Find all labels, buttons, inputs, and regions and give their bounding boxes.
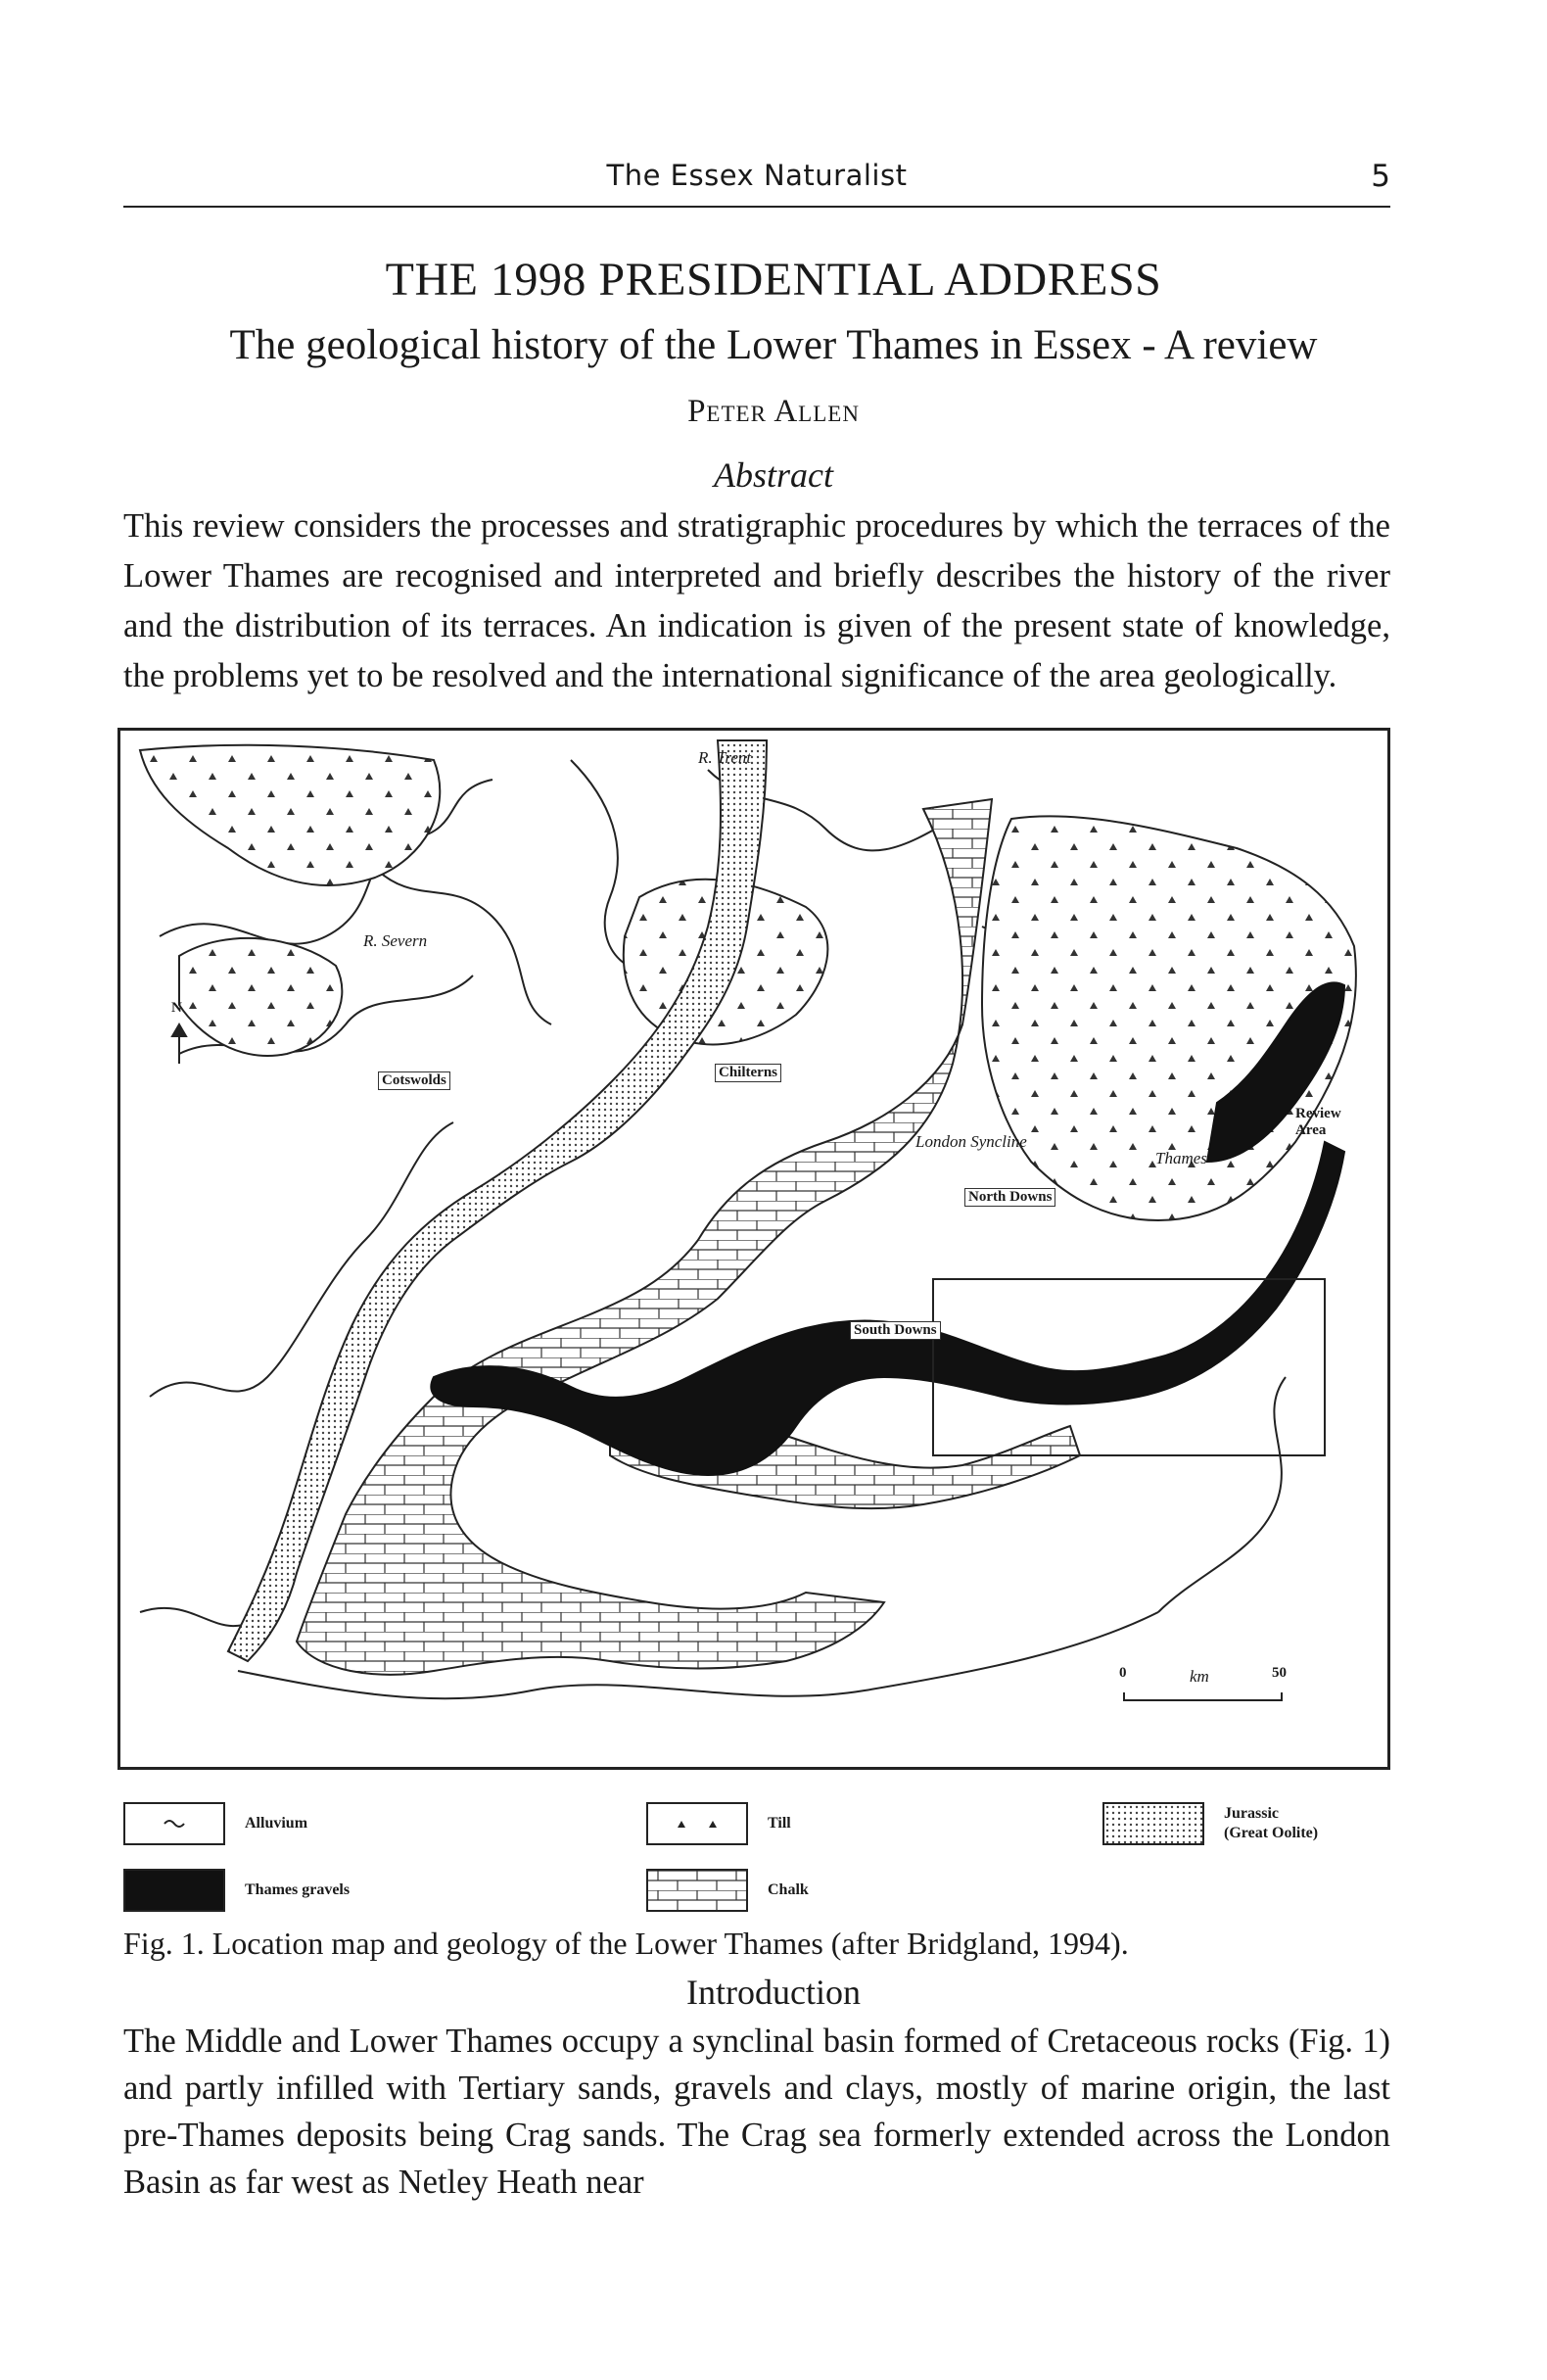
scale-start: 0	[1119, 1665, 1127, 1681]
geology-map	[117, 728, 1390, 1770]
map-drawing	[120, 731, 1387, 1767]
article-subtitle: The geological history of the Lower Thames in Essex - A review	[229, 322, 1318, 368]
legend-label: Chalk	[768, 1881, 809, 1898]
legend-thames-gravels	[123, 1869, 350, 1912]
scale-bar	[1124, 1692, 1282, 1700]
chalk-swatch	[646, 1869, 748, 1912]
till-area-west	[179, 938, 342, 1056]
alluvium-swatch	[123, 1802, 225, 1845]
north-arrow-icon	[172, 1024, 186, 1064]
cotswolds-label: Cotswolds	[378, 1071, 450, 1090]
article-title: THE 1998 PRESIDENTIAL ADDRESS	[385, 254, 1162, 306]
figure-caption: Fig. 1. Location map and geology of the Lower Thames (after Bridgland, 1994).	[123, 1926, 1129, 1961]
legend-chalk	[646, 1869, 809, 1912]
introduction-text: The Middle and Lower Thames occupy a synclinal basin formed of Cretaceous rocks (Fig. 1) and partly infilled with Tertiary sands, gravels and clays, mostly of marine origin, the last pre-Thames deposits being Crag sands. The Crag sea formerly extended across the London Basin as far west as Netley Heath near	[123, 2023, 1390, 2201]
running-head	[123, 157, 1390, 208]
introduction-heading: Introduction	[686, 1973, 861, 2012]
jurassic-swatch	[1102, 1802, 1204, 1845]
legend-till	[646, 1802, 791, 1845]
review-area-label: Review Area	[1295, 1106, 1341, 1138]
scale-unit: km	[1190, 1667, 1209, 1686]
legend-label: Alluvium	[245, 1815, 308, 1832]
chilterns-label: Chilterns	[715, 1064, 781, 1082]
abstract-heading: Abstract	[714, 455, 833, 495]
north-downs-label: North Downs	[964, 1188, 1055, 1207]
legend-alluvium	[123, 1802, 307, 1845]
trent-label: R. Trent	[698, 748, 752, 767]
legend-label: Thames gravels	[245, 1881, 351, 1898]
london-syncline-label: London Syncline	[915, 1132, 1027, 1151]
legend-label: Jurassic (Great Oolite)	[1224, 1805, 1319, 1841]
severn-label: R. Severn	[363, 931, 428, 950]
thames-gravels-swatch	[123, 1869, 225, 1912]
thames-label: Thames	[1155, 1149, 1207, 1167]
map-legend	[123, 1802, 1390, 1939]
article-author: Peter Allen	[687, 394, 860, 429]
till-area-northwest	[140, 745, 440, 885]
legend-label: Till	[768, 1815, 791, 1832]
page-number: 5	[1371, 159, 1390, 194]
north-label: N	[171, 1000, 182, 1016]
south-downs-label: South Downs	[850, 1321, 941, 1340]
legend-jurassic	[1102, 1802, 1318, 1845]
till-swatch	[646, 1802, 748, 1845]
abstract-text: This review considers the processes and stratigraphic procedures by which the terraces of the Lower Thames are recognised and interpreted and briefly describes the history of the river and the distribution of its terraces. An indication is given of the present state of knowledge, the problems yet to be resolved and the international significance of the area geologically.	[123, 507, 1390, 694]
scale-end: 50	[1272, 1665, 1287, 1681]
journal-title: The Essex Naturalist	[606, 159, 908, 192]
